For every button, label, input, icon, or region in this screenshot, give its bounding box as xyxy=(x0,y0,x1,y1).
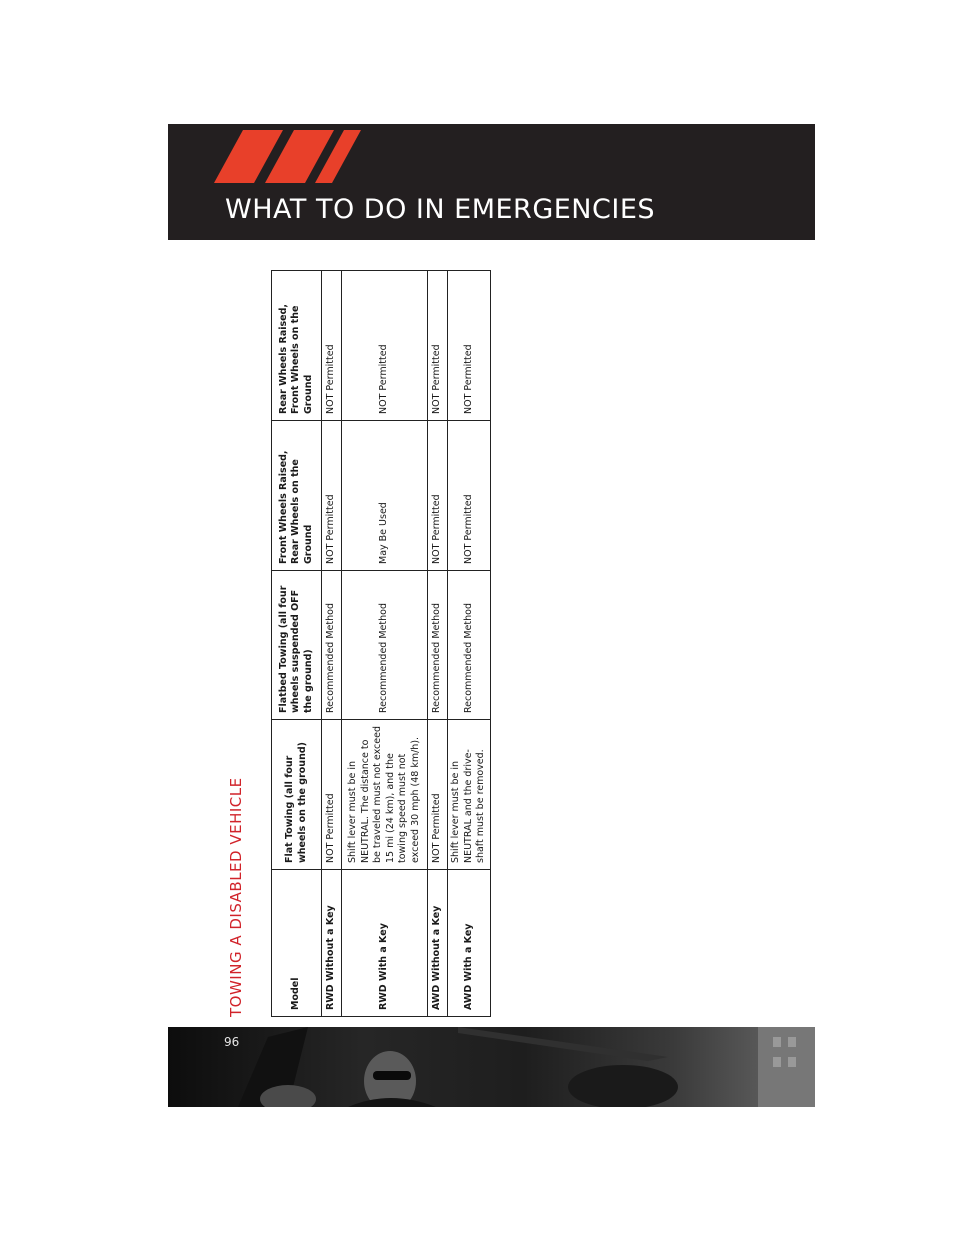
section-title: TOWING A DISABLED VEHICLE xyxy=(227,777,245,1017)
column-header: Model xyxy=(272,870,322,1017)
towing-table xyxy=(271,270,491,1017)
table-row xyxy=(448,271,491,1017)
footer-photo-band xyxy=(168,1027,815,1107)
driver-photo-image xyxy=(168,1027,815,1107)
model-cell: RWD With a Key xyxy=(342,870,428,1017)
table-cell: May Be Used xyxy=(342,421,428,571)
table-cell: Recommended Method xyxy=(448,571,491,720)
table-cell: NOT Permitted xyxy=(448,421,491,571)
towing-section xyxy=(220,271,487,1017)
table-row xyxy=(428,271,448,1017)
table-cell: NOT Permitted xyxy=(322,720,342,870)
table-cell: NOT Permitted xyxy=(428,271,448,421)
table-cell: Recommended Method xyxy=(428,571,448,720)
table-cell: Shift lever must be in NEUTRAL. The distance to be traveled must not exceed 15 mi (24 km), and the towing speed must not exceed 30 mph (48 km/h). xyxy=(342,720,428,870)
table-row xyxy=(342,271,428,1017)
table-row xyxy=(322,271,342,1017)
table-header-row xyxy=(272,271,322,1017)
column-header: Flat Towing (all four wheels on the ground) xyxy=(272,720,322,870)
table-cell: NOT Permitted xyxy=(428,720,448,870)
model-cell: RWD Without a Key xyxy=(322,870,342,1017)
page-number: 96 xyxy=(224,1035,240,1049)
table-cell: NOT Permitted xyxy=(322,271,342,421)
table-cell: Recommended Method xyxy=(322,571,342,720)
table-cell: NOT Permitted xyxy=(322,421,342,571)
table-cell: Recommended Method xyxy=(342,571,428,720)
column-header: Rear Wheels Raised, Front Wheels on the Ground xyxy=(272,271,322,421)
table-cell: NOT Permitted xyxy=(342,271,428,421)
column-header: Front Wheels Raised, Rear Wheels on the Ground xyxy=(272,421,322,571)
table-cell: Shift lever must be in NEUTRAL and the drive-shaft must be removed. xyxy=(448,720,491,870)
chapter-header xyxy=(168,124,815,240)
chapter-title: WHAT TO DO IN EMERGENCIES xyxy=(225,194,656,225)
table-cell: NOT Permitted xyxy=(428,421,448,571)
column-header: Flatbed Towing (all four wheels suspended OFF the ground) xyxy=(272,571,322,720)
model-cell: AWD Without a Key xyxy=(428,870,448,1017)
table-cell: NOT Permitted xyxy=(448,271,491,421)
model-cell: AWD With a Key xyxy=(448,870,491,1017)
